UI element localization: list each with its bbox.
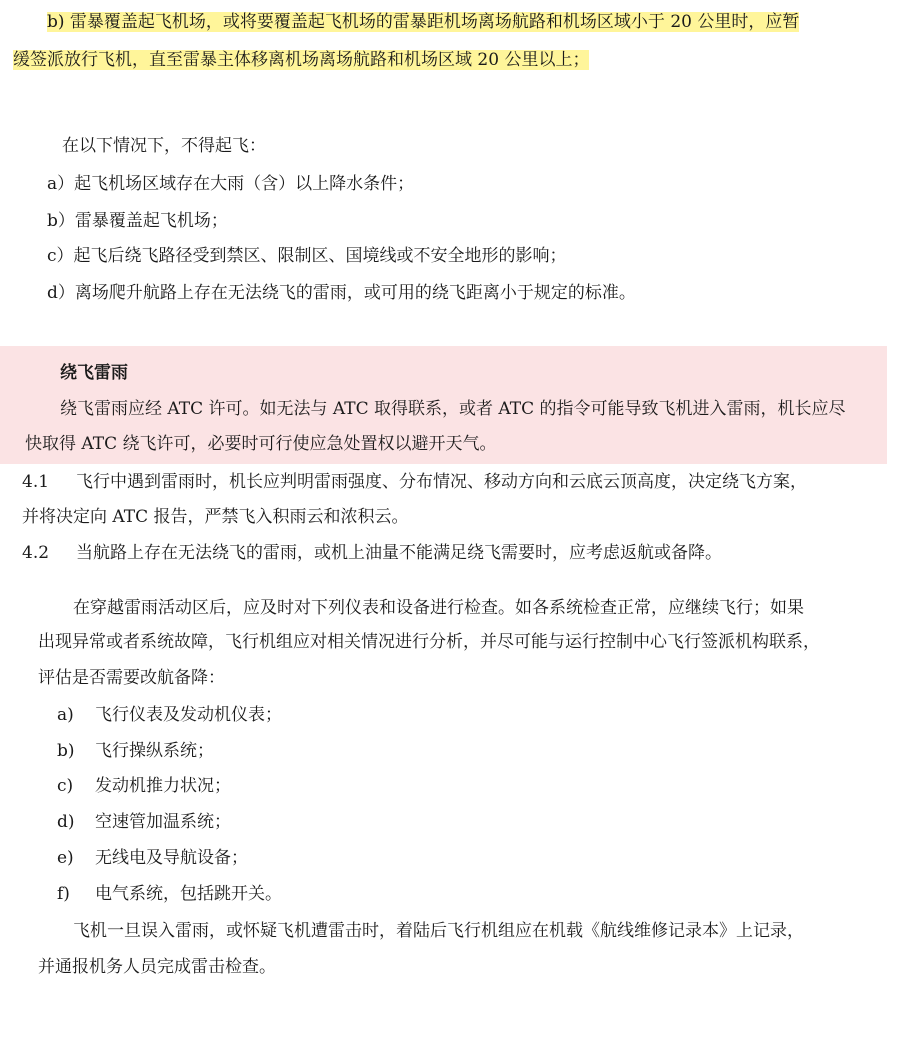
item-b-prefix: b) [47, 12, 65, 32]
lightning-line-1: 飞机一旦误入雷雨，或怀疑飞机遭雷击时，着陆后飞行机组应在机载《航线维修记录本》上记录， [73, 921, 804, 941]
inspection-line-3: 评估是否需要改航备降： [38, 668, 225, 688]
inspection-item-b-label: b) [57, 741, 75, 761]
inspection-item-b-text: 飞行操纵系统； [95, 741, 214, 761]
clause-4-1-number: 4.1 [22, 472, 50, 492]
inspection-item-e-text: 无线电及导航设备； [95, 848, 248, 868]
clause-4-2-number: 4.2 [22, 543, 50, 563]
inspection-item-d-label: d) [57, 812, 75, 832]
detour-line-1: 绕飞雷雨应经 ATC 许可。如无法与 ATC 取得联系，或者 ATC 的指令可能导致飞机进入雷雨，机长应尽 [60, 399, 846, 419]
inspection-line-2: 出现异常或者系统故障，飞行机组应对相关情况进行分析，并尽可能与运行控制中心飞行签派机构联系， [38, 632, 820, 652]
inspection-line-1: 在穿越雷雨活动区后，应及时对下列仪表和设备进行检查。如各系统检查正常，应继续飞行；如果 [73, 598, 804, 618]
no-takeoff-item-d: d）离场爬升航路上存在无法绕飞的雷雨，或可用的绕飞距离小于规定的标准。 [47, 283, 636, 303]
no-takeoff-item-a: a）起飞机场区域存在大雨（含）以上降水条件； [47, 174, 415, 194]
item-b-line-1 [47, 10, 799, 34]
lightning-line-2: 并通报机务人员完成雷击检查。 [38, 957, 276, 977]
item-b-text-1: 雷暴覆盖起飞机场，或将要覆盖起飞机场的雷暴距机场离场航路和机场区域小于 20 公里时，应暂 [69, 12, 800, 32]
no-takeoff-item-b: b）雷暴覆盖起飞机场； [47, 211, 228, 231]
inspection-item-c-label: c) [57, 776, 74, 796]
detour-heading: 绕飞雷雨 [60, 363, 128, 383]
item-b-text-2: 缓签派放行飞机，直至雷暴主体移离机场离场航路和机场区域 20 公里以上； [13, 50, 590, 70]
inspection-item-e-label: e) [57, 848, 74, 868]
no-takeoff-intro: 在以下情况下，不得起飞： [62, 136, 266, 156]
item-b-line-2 [13, 48, 589, 72]
item-b-highlight-1 [47, 12, 799, 32]
inspection-item-c-text: 发动机推力状况； [95, 776, 231, 796]
no-takeoff-item-c: c）起飞后绕飞路径受到禁区、限制区、国境线或不安全地形的影响； [47, 246, 567, 266]
detour-line-2: 快取得 ATC 绕飞许可，必要时可行使应急处置权以避开天气。 [25, 434, 497, 454]
inspection-item-d-text: 空速管加温系统； [95, 812, 231, 832]
clause-4-1-line-2: 并将决定向 ATC 报告，严禁飞入积雨云和浓积云。 [22, 507, 409, 527]
clause-4-2-line-1: 当航路上存在无法绕飞的雷雨，或机上油量不能满足绕飞需要时，应考虑返航或备降。 [76, 543, 722, 563]
inspection-item-f-text: 电气系统，包括跳开关。 [95, 884, 282, 904]
clause-4-1-line-1: 飞行中遇到雷雨时，机长应判明雷雨强度、分布情况、移动方向和云底云顶高度，决定绕飞方案， [76, 472, 807, 492]
inspection-item-a-text: 飞行仪表及发动机仪表； [95, 705, 282, 725]
inspection-item-a-label: a) [57, 705, 74, 725]
inspection-item-f-label: f) [57, 884, 70, 904]
